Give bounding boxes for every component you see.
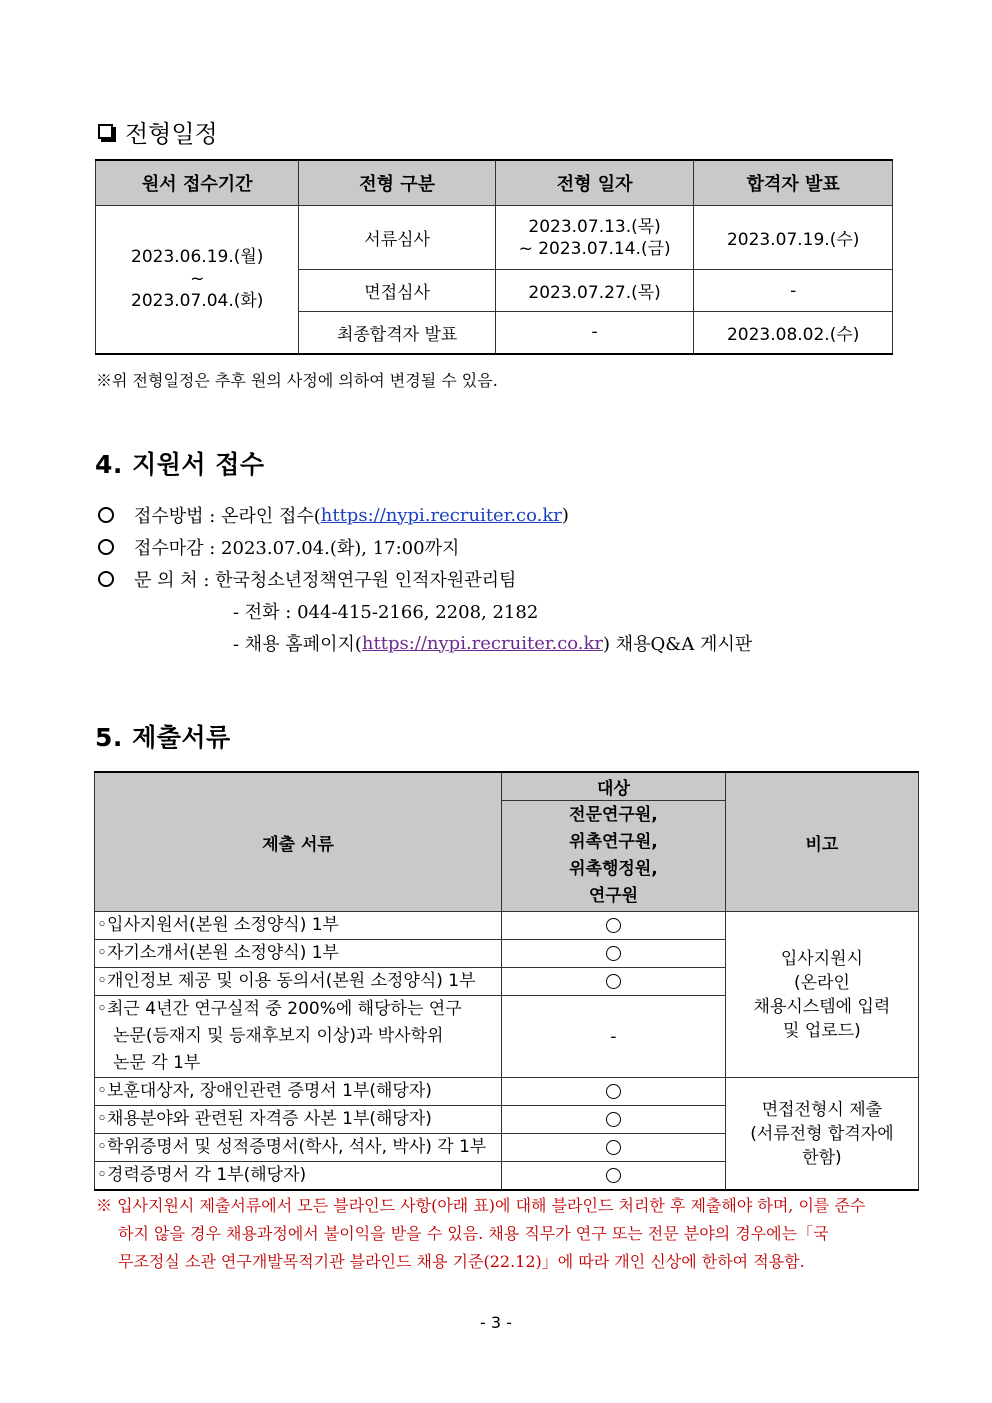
col-header-period: 원서 접수기간 (96, 160, 299, 206)
col-header-target: 대상 (502, 772, 726, 801)
target-mark: - (502, 996, 726, 1078)
document-item: ◦개인정보 제공 및 이용 동의서(본원 소정양식) 1부 (95, 968, 502, 996)
document-item: ◦입사지원서(본원 소정양식) 1부 (95, 912, 502, 940)
circle-icon (606, 974, 621, 989)
section-application-heading: 4. 지원서 접수 (95, 450, 265, 479)
schedule-type: 최종합격자 발표 (299, 312, 495, 354)
schedule-note: ※위 전형일정은 추후 원의 사정에 의하여 변경될 수 있음. (96, 371, 498, 390)
schedule-table (95, 159, 893, 355)
bullet-icon (98, 571, 114, 587)
document-item: ◦자기소개서(본원 소정양식) 1부 (95, 940, 502, 968)
target-mark (502, 968, 726, 996)
schedule-date: 2023.07.27.(목) (495, 270, 694, 312)
target-mark (502, 1162, 726, 1191)
circle-icon (606, 1168, 621, 1183)
application-homepage: - 채용 홈페이지( https://nypi.recruiter.co.kr ) 채용Q&A 게시판 (233, 632, 753, 655)
section-documents-heading: 5. 제출서류 (95, 723, 231, 752)
schedule-heading: 전형일정 (98, 114, 218, 149)
target-mark (502, 1106, 726, 1134)
application-period-cell: 2023.06.19.(월) ~ 2023.07.04.(화) (96, 206, 299, 354)
application-method: 접수방법 : 온라인 접수( https://nypi.recruiter.co.kr ) (98, 502, 569, 528)
col-header-type: 전형 구분 (299, 160, 495, 206)
circle-icon (606, 1140, 621, 1155)
target-mark (502, 912, 726, 940)
circle-icon (606, 946, 621, 961)
circle-icon (606, 1084, 621, 1099)
bullet-icon (98, 539, 114, 555)
col-header-target-sub: 전문연구원, 위촉연구원, 위촉행정원, 연구원 (502, 801, 726, 912)
document-item: ◦최근 4년간 연구실적 중 200%에 해당하는 연구 논문(등재지 및 등재후보지 이상)과 박사학위 논문 각 1부 (95, 996, 502, 1078)
application-contact: 문 의 처 : 한국청소년정책연구원 인적자원관리팀 (98, 566, 516, 592)
note-interview: 면접전형시 제출 (서류전형 합격자에 한함) (725, 1078, 918, 1191)
target-mark (502, 1134, 726, 1162)
application-phone: - 전화 : 044-415-2166, 2208, 2182 (233, 602, 539, 623)
bullet-icon (98, 507, 114, 523)
circle-icon (606, 1112, 621, 1127)
note-online: 입사지원시 (온라인 채용시스템에 입력 및 업로드) (725, 912, 918, 1078)
schedule-announce: 2023.07.19.(수) (694, 206, 893, 270)
document-item: ◦보훈대상자, 장애인관련 증명서 1부(해당자) (95, 1078, 502, 1106)
documents-table (94, 771, 919, 1191)
circle-icon (606, 918, 621, 933)
document-item: ◦채용분야와 관련된 자격증 사본 1부(해당자) (95, 1106, 502, 1134)
col-header-date: 전형 일자 (495, 160, 694, 206)
page-number: - 3 - (480, 1313, 512, 1332)
col-header-document: 제출 서류 (95, 772, 502, 912)
schedule-date: 2023.07.13.(목) ~ 2023.07.14.(금) (495, 206, 694, 270)
checkbox-square-icon (98, 124, 113, 139)
document-item: ◦경력증명서 각 1부(해당자) (95, 1162, 502, 1191)
blind-warning: ※ 입사지원시 제출서류에서 모든 블라인드 사항(아래 표)에 대해 블라인드 처리한 후 제출해야 하며, 이를 준수 하지 않을 경우 채용과정에서 불이익을 받을 수 있음. 채용 직무가 연구 또는 전문 분야의 경우에는「국 무조정실 소관 연구개발목적기관 블라인드 채용 기준(22.12)」에 따라 개인 신상에 한하여 적용함. (96, 1196, 866, 1271)
application-deadline: 접수마감 : 2023.07.04.(화), 17:00까지 (98, 534, 459, 560)
target-mark (502, 1078, 726, 1106)
homepage-link[interactable]: https://nypi.recruiter.co.kr (361, 632, 604, 654)
schedule-type: 면접심사 (299, 270, 495, 312)
schedule-type: 서류심사 (299, 206, 495, 270)
schedule-announce: 2023.08.02.(수) (694, 312, 893, 354)
col-header-announce: 합격자 발표 (694, 160, 893, 206)
application-link[interactable]: https://nypi.recruiter.co.kr (320, 504, 562, 526)
target-mark (502, 940, 726, 968)
document-item: ◦학위증명서 및 성적증명서(학사, 석사, 박사) 각 1부 (95, 1134, 502, 1162)
col-header-note: 비고 (725, 772, 918, 912)
schedule-announce: - (694, 270, 893, 312)
schedule-date: - (495, 312, 694, 354)
